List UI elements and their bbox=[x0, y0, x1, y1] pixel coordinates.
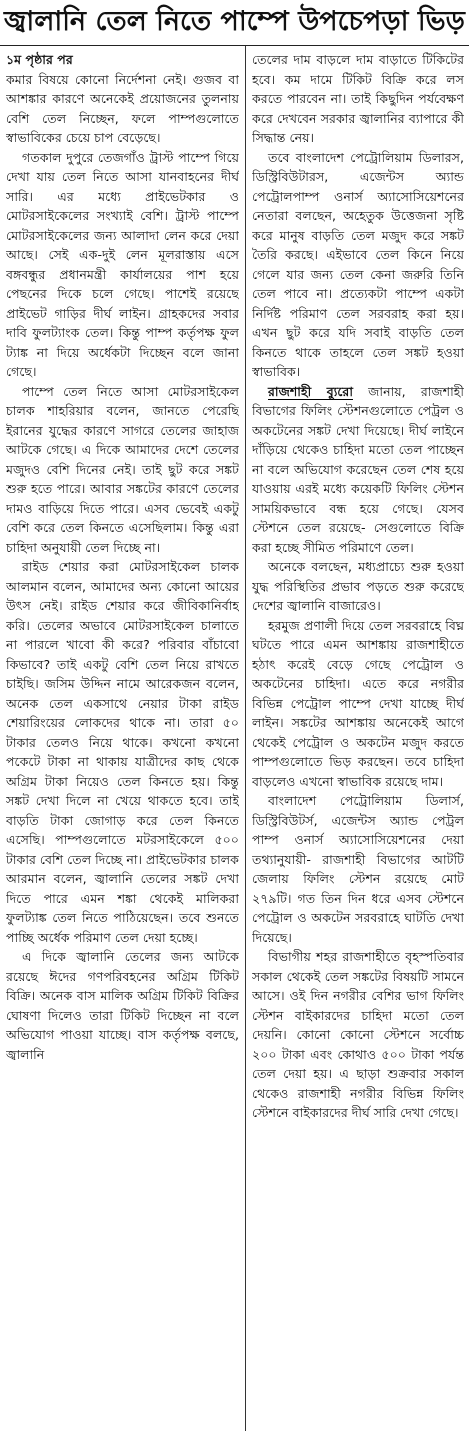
continued-from-line bbox=[6, 50, 239, 70]
paragraph: তবে বাংলাদেশ পেট্রোলিয়াম ডিলারস, ডিস্ট্রিবিউটারস, এজেন্টস অ্যান্ড পেট্রোলপাম্প ওনার্স অ্যাসোসিয়েশনের নেতারা বলছেন, অহেতুক উত্তেজনা সৃষ্টি করে মানুষ বাড়তি তেল মজুদ করে সঙ্কট তৈরি করছে। এইভাবে তেল কিনে নিয়ে গেলে যার জন্য তেল কেনা জরুরি তিনি তেল পাবে না। প্রত্যেকটা পাম্পে একটা নির্দিষ্ট পরিমাণ তেল সরবরাহ করা হয়। এখন ছুট করে যদি সবাই বাড়তি তেল কিনতে থাকে তাহলে তেল সঙ্কট হওয়া স্বাভাবিক। bbox=[252, 149, 464, 379]
byline: রাজশাহী ব্যুরো bbox=[268, 383, 354, 399]
paragraph: এ দিকে জ্বালানি তেলের জন্য আটকে রয়েছে ঈদের গণপরিবহনের অগ্রিম টিকিট বিক্রি। অনেক বাস মালিক অগ্রিম টিকিট বিক্রির ঘোষণা দিলেও তারা টিকিট দিচ্ছেন না বলে অভিযোগ পাওয়া যাচ্ছে। বাস কর্তৃপক্ষ বলছে, জ্বালানি bbox=[6, 949, 239, 1062]
paragraph-with-byline bbox=[252, 382, 464, 558]
paragraph: বাংলাদেশ পেট্রোলিয়াম ডিলার্স, ডিস্ট্রিবিউটর্স, এজেন্টস অ্যান্ড পেট্রল পাম্প ওনার্স অ্যাসোসিয়েশনের দেয়া তথ্যানুযায়ী- রাজশাহী বিভাগের আটটি জেলায় ফিলিং স্টেশন রয়েছে মোট ২৭৯টি। গত তিন দিন ধরে এসব স্টেশনে পেট্রোল ও অকটেন সরবরাহে ঘাটতি দেখা দিয়েছে। bbox=[252, 793, 464, 945]
column-divider bbox=[245, 46, 246, 1431]
continued-from: ১ম পৃষ্ঠার পর bbox=[6, 52, 73, 67]
paragraph: অনেকে বলছেন, মধ্যপ্রাচ্যে শুরু হওয়া যুদ্ধ পরিস্থিতির প্রভাব পড়তে শুরু করেছে দেশের জ্বালানি বাজারেও। bbox=[252, 559, 464, 613]
right-column bbox=[252, 50, 464, 1430]
paragraph: হরমুজ প্রণালী দিয়ে তেল সরবরাহে বিঘ্ন ঘটতে পারে এমন আশঙ্কায় রাজশাহীতে হঠাৎ করেই বেড়ে গেছে পেট্রোল ও অকটেনের চাহিদা। এতে করে নগরীর বিভিন্ন পেট্রোল পাম্পে দেখা যাচ্ছে দীর্ঘ লাইন। সঙ্কটের আশঙ্কায় অনেকেই আগে থেকেই পেট্রোল ও অকটেন মজুদ করতে পাম্পগুলোতে ভিড় করছেন। তবে চাহিদা বাড়লেও এখনো স্বাভাবিক রয়েছে দাম। bbox=[252, 617, 464, 789]
paragraph: পাম্পে তেল নিতে আসা মোটরসাইকেল চালক শাহরিয়ার বলেন, জানতে পেরেছি ইরানের যুদ্ধের কারণে সাগরে তেলের জাহাজ আটকে গেছে। এ দিকে আমাদের দেশে তেলের মজুদও বেশি দিনের নেই। তাই ছুট করে সঙ্কট শুরু হতে পারে। আবার সঙ্কটের কারণে তেলের দামও বাড়িয়ে দিতে পারে। এসব ভেবেই একটু বেশি করে তেল কিনতে এসেছিলাম। কিন্তু এরা চাহিদা অনুযায়ী তেল দিচ্ছে না। bbox=[6, 383, 239, 555]
headline: জ্বালানি তেল নিতে পাম্পে উপচেপড়া ভিড় bbox=[0, 0, 469, 46]
paragraph: বিভাগীয় শহর রাজশাহীতে বৃহস্পতিবার সকাল থেকেই তেল সঙ্কটের বিষয়টি সামনে আসে। ওই দিন নগরীর বেশির ভাগ ফিলিং স্টেশন বাইকারদের চাহিদা মতো তেল দেয়নি। কোনো কোনো স্টেশনে সর্বোচ্চ ২০০ টাকা এবং কোথাও ৫০০ টাকা পর্যন্ত তেল দেয়া হয়। এ ছাড়া শুক্রবার সকাল থেকেও রাজশাহী নগরীর বিভিন্ন ফিলিং স্টেশনে বাইকারদের দীর্ঘ সারি দেখা গেছে। bbox=[252, 949, 464, 1120]
paragraph: গতকাল দুপুরে তেজগাঁও ট্রাস্ট পাম্পে গিয়ে দেখা যায় তেল নিতে আসা যানবাহনের দীর্ঘ সারি। এর মধ্যে প্রাইভেটকার ও মোটরসাইকেলের সংখ্যাই বেশি। ট্রাস্ট পাম্পে মোটরসাইকেলের জন্য আলাদা লেন করে দেয়া আছে। সেই এক-দুই লেন মূলরাস্তায় এসে বঙ্গবন্ধুর প্রধানমন্ত্রী কার্যালয়ের পাশ হয়ে পেছনের দিকে চলে গেছে। পাশেই রয়েছে প্রাইভেট গাড়ির দীর্ঘ লাইন। গ্রাহকদের সবার দাবি ফুলট্যাংক তেল। কিন্তু পাম্প কর্তৃপক্ষ ফুল ট্যাঙ্ক না দিয়ে অর্ধেকটা দিচ্ছেন বলে জানা গেছে। bbox=[6, 149, 239, 379]
paragraph-text: জানায়, রাজশাহী বিভাগের ফিলিং স্টেশনগুলোতে পেট্রল ও অকটেনের সঙ্কট দেখা দিয়েছে। দীর্ঘ লাইনে দাঁড়িয়ে থেকেও চাহিদা মতো তেল পাচ্ছেন না বলে অভিযোগ করেছেন তেল শেষ হয়ে যাওয়ায় এরই মধ্যে কয়েকটি ফিলিং স্টেশন সাময়িকভাবে বন্ধ হয়ে গেছে। যেসব স্টেশনে তেল রয়েছে- সেগুলোতে বিক্রি করা হচ্ছে সীমিত পরিমাণে তেল। bbox=[252, 383, 464, 555]
left-column bbox=[6, 50, 239, 1430]
paragraph: রাইড শেয়ার করা মোটরসাইকেল চালক আলমান বলেন, আমাদের অন্য কোনো আয়ের উৎস নেই। রাইড শেয়ার করে জীবিকানির্বাহ করি। তেলের অভাবে মোটরসাইকেল চালাতে না পারলে খাবো কী করে? পরিবার বাঁচাবো কিভাবে? তাই একটু বেশি তেল নিয়ে রাখতে চাইছি। জসিম উদ্দিন নামে আরেকজন বলেন, অনেক তেল একসাথে নেয়ার টাকা রাইড শেয়ারিংয়ের লোকদের থাকে না। তারা ৫০ টাকার তেলও নিয়ে থাকে। কখনো কখনো পকেটে টাকা না থাকায় যাত্রীদের কাছ থেকে অগ্রিম টাকা নিয়েও তেল কিনতে হয়। কিন্তু সঙ্কট দেখা দিলে না খেয়ে থাকতে হবে। তাই বাড়তি টাকা জোগাড় করে তেল কিনতে এসেছি। পাম্পগুলোতে মটরসাইকেলে ৫০০ টাকার বেশি তেল দিচ্ছে না। প্রাইভেটকার চালক আরমান বলেন, জ্বালানি তেলের সঙ্কট দেখা দিতে পারে এমন শঙ্কা থেকেই মালিকরা ফুলট্যাঙ্ক তেল নিতে পাঠিয়েছেন। তবে শুনতে পাচ্ছি অর্ধেক পরিমাণ তেল দেয়া হচ্ছে। bbox=[6, 559, 239, 945]
paragraph: কমার বিষয়ে কোনো নির্দেশনা নেই। গুজব বা আশঙ্কার কারণে অনেকেই প্রয়োজনের তুলনায় বেশি তেল নিচ্ছেন, ফলে পাম্পগুলোতে স্বাভাবিকের চেয়ে চাপ বেড়েছে। bbox=[6, 71, 239, 145]
paragraph: তেলের দাম বাড়লে দাম বাড়াতে টিকিটের হবে। কম দামে টিকিট বিক্রি করে লস করতে পারবেন না। তাই কিছুদিন পর্যবেক্ষণ করে দেখবেন সরকার জ্বালানির ব্যাপারে কী সিদ্ধান্ত নেয়। bbox=[252, 52, 464, 145]
